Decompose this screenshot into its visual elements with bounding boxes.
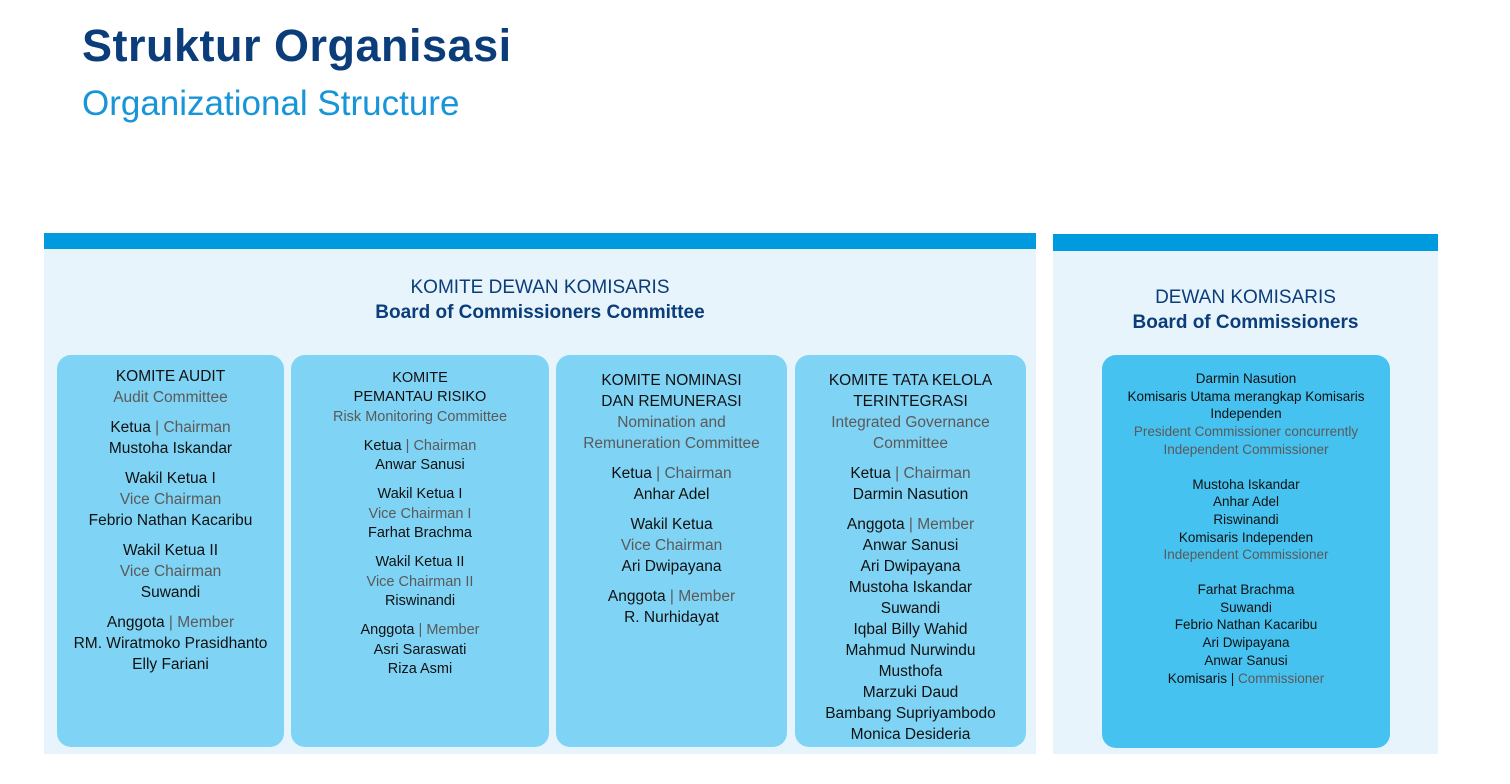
- role-label-id: Anggota: [360, 622, 415, 639]
- role-label-en: Member: [917, 516, 975, 533]
- member-name: Anhar Adel: [633, 486, 710, 503]
- role-label: [795, 514, 1026, 535]
- committee-name: TERINTEGRASI: [853, 393, 968, 410]
- committee-panel-heading-id: KOMITE DEWAN KOMISARIS: [410, 277, 670, 298]
- role-label-id: Wakil Ketua II: [122, 542, 219, 559]
- role-label-id: Ketua: [363, 437, 402, 454]
- board-panel-topbar: [1053, 234, 1438, 251]
- commissioner-group: [1102, 476, 1390, 565]
- role-label-en: Vice Chairman: [119, 491, 222, 508]
- role-label-id: Ketua: [611, 465, 652, 482]
- role-label: [291, 437, 549, 456]
- commissioner-name: Febrio Nathan Kacaribu: [1174, 617, 1318, 633]
- committee-panel-heading: [44, 275, 1036, 325]
- role-label-id: Wakil Ketua: [630, 516, 713, 533]
- member-name: Mustoha Iskandar: [848, 579, 973, 596]
- member-name: Elly Fariani: [132, 656, 209, 673]
- committee-name-en: Audit Committee: [113, 389, 228, 406]
- member-name: Darmin Nasution: [852, 486, 969, 503]
- commissioner-title-en: President Commissioner concurrently: [1133, 424, 1359, 440]
- role-label-id: Ketua: [110, 419, 151, 436]
- nomination-remuneration-committee-card: [556, 355, 787, 747]
- role-block: [291, 437, 549, 476]
- commissioner-name: Anhar Adel: [1212, 494, 1280, 510]
- committee-name-en: Nomination and: [617, 414, 726, 431]
- commissioner-title: [1102, 670, 1390, 688]
- member-name: Bambang Supriyambodo: [825, 705, 996, 722]
- commissioner-title-id: Komisaris: [1167, 670, 1227, 686]
- committee-name-en: Integrated Governance: [831, 414, 990, 431]
- role-label-id: Anggota: [607, 588, 666, 605]
- commissioner-title-en: Independent Commissioner: [1163, 547, 1329, 563]
- committee-name-en: Committee: [873, 435, 948, 452]
- role-block: [57, 468, 284, 531]
- role-label-id: Ketua: [850, 465, 891, 482]
- committee-name: KOMITE AUDIT: [115, 368, 226, 385]
- role-block: [291, 621, 549, 679]
- committee-name-en: Remuneration Committee: [583, 435, 760, 452]
- role-label-id: Wakil Ketua II: [375, 554, 465, 571]
- member-name: Febrio Nathan Kacaribu: [88, 512, 253, 529]
- role-separator: |: [414, 622, 427, 639]
- committee-name: DAN REMUNERASI: [601, 393, 742, 410]
- commissioner-name: Mustoha Iskandar: [1192, 476, 1300, 492]
- committee-name: KOMITE TATA KELOLA: [828, 372, 993, 389]
- commissioner-group: [1102, 370, 1390, 459]
- role-label: [57, 417, 284, 438]
- role-separator: |: [890, 465, 904, 482]
- role-label-en: Vice Chairman: [119, 563, 222, 580]
- board-of-commissioners-card: [1102, 355, 1390, 748]
- role-label-en: Member: [678, 588, 736, 605]
- role-label-en: Member: [426, 622, 480, 639]
- role-block: [291, 485, 549, 543]
- role-label-en: Chairman: [903, 465, 971, 482]
- role-block: [795, 514, 1026, 745]
- commissioner-title-en: Independent Commissioner: [1163, 441, 1329, 457]
- role-block: [556, 586, 787, 628]
- role-separator: |: [1226, 670, 1238, 686]
- role-block: [57, 612, 284, 675]
- role-separator: |: [401, 437, 414, 454]
- role-block: [795, 463, 1026, 505]
- audit-committee-card: [57, 355, 284, 747]
- commissioner-name: Farhat Brachma: [1197, 582, 1295, 598]
- role-block: [57, 417, 284, 459]
- commissioner-title-en: Commissioner: [1238, 670, 1325, 686]
- member-name: Riza Asmi: [387, 660, 453, 677]
- board-panel-heading-en: Board of Commissioners: [1132, 312, 1359, 333]
- commissioner-name: Suwandi: [1220, 599, 1272, 615]
- member-name: Farhat Brachma: [368, 525, 472, 542]
- role-label-en: Vice Chairman I: [368, 505, 472, 522]
- role-block: [556, 463, 787, 505]
- board-panel-heading: [1053, 285, 1438, 335]
- member-name: Musthofa: [878, 663, 943, 680]
- member-name: Monica Desideria: [850, 726, 971, 743]
- board-panel-heading-id: DEWAN KOMISARIS: [1155, 287, 1336, 308]
- commissioner-name: Riswinandi: [1213, 511, 1279, 527]
- role-separator: |: [651, 465, 665, 482]
- member-name: Suwandi: [880, 600, 941, 617]
- commissioner-group: [1102, 581, 1390, 687]
- role-block: [291, 553, 549, 611]
- role-label: [556, 463, 787, 484]
- commissioner-name: Darmin Nasution: [1195, 371, 1297, 386]
- member-name: Anwar Sanusi: [862, 537, 959, 554]
- role-label-id: Wakil Ketua I: [125, 470, 216, 487]
- committee-name: PEMANTAU RISIKO: [353, 389, 487, 406]
- commissioner-name: Anwar Sanusi: [1204, 652, 1288, 668]
- committee-name: KOMITE NOMINASI: [601, 372, 742, 389]
- role-separator: |: [665, 588, 679, 605]
- role-label-id: Wakil Ketua I: [377, 486, 463, 503]
- role-label: [795, 463, 1026, 484]
- page-subtitle: Organizational Structure: [82, 84, 460, 123]
- role-block: [57, 540, 284, 603]
- role-label-id: Anggota: [846, 516, 905, 533]
- member-name: Anwar Sanusi: [375, 457, 465, 474]
- member-name: Mustoha Iskandar: [108, 440, 233, 457]
- member-name: Asri Saraswati: [373, 641, 467, 658]
- member-name: Riswinandi: [384, 592, 456, 609]
- member-name: Mahmud Nurwindu: [845, 642, 976, 659]
- member-name: R. Nurhidayat: [624, 609, 719, 626]
- member-name: Ari Dwipayana: [860, 558, 961, 575]
- member-name: RM. Wiratmoko Prasidhanto: [73, 635, 268, 652]
- committee-panel-topbar: [44, 233, 1036, 249]
- committee-panel-heading-en: Board of Commissioners Committee: [375, 302, 705, 323]
- member-name: Ari Dwipayana: [621, 558, 722, 575]
- risk-monitoring-committee-card: [291, 355, 549, 747]
- role-label-en: Vice Chairman II: [366, 573, 474, 590]
- role-separator: |: [904, 516, 918, 533]
- member-name: Marzuki Daud: [862, 684, 959, 701]
- role-label-en: Chairman: [413, 437, 477, 454]
- role-label-id: Anggota: [106, 614, 165, 631]
- role-label: [291, 621, 549, 640]
- commissioner-name: Ari Dwipayana: [1202, 635, 1290, 651]
- role-label-en: Member: [177, 614, 235, 631]
- member-name: Suwandi: [140, 584, 201, 601]
- role-label-en: Chairman: [163, 419, 231, 436]
- commissioner-title-id: Independen: [1210, 406, 1282, 422]
- role-label: [57, 612, 284, 633]
- role-label-en: Chairman: [664, 465, 732, 482]
- commissioner-title-id: Komisaris Independen: [1178, 529, 1314, 545]
- role-separator: |: [164, 614, 178, 631]
- page-title: Struktur Organisasi: [82, 20, 512, 71]
- role-block: [556, 514, 787, 577]
- committee-name: KOMITE: [392, 370, 448, 386]
- committee-name-en: Risk Monitoring Committee: [332, 408, 508, 425]
- role-label-en: Vice Chairman: [620, 537, 723, 554]
- role-separator: |: [150, 419, 164, 436]
- integrated-governance-committee-card: [795, 355, 1026, 747]
- member-name: Iqbal Billy Wahid: [853, 621, 968, 638]
- commissioner-title-id: Komisaris Utama merangkap Komisaris: [1127, 388, 1365, 404]
- role-label: [556, 586, 787, 607]
